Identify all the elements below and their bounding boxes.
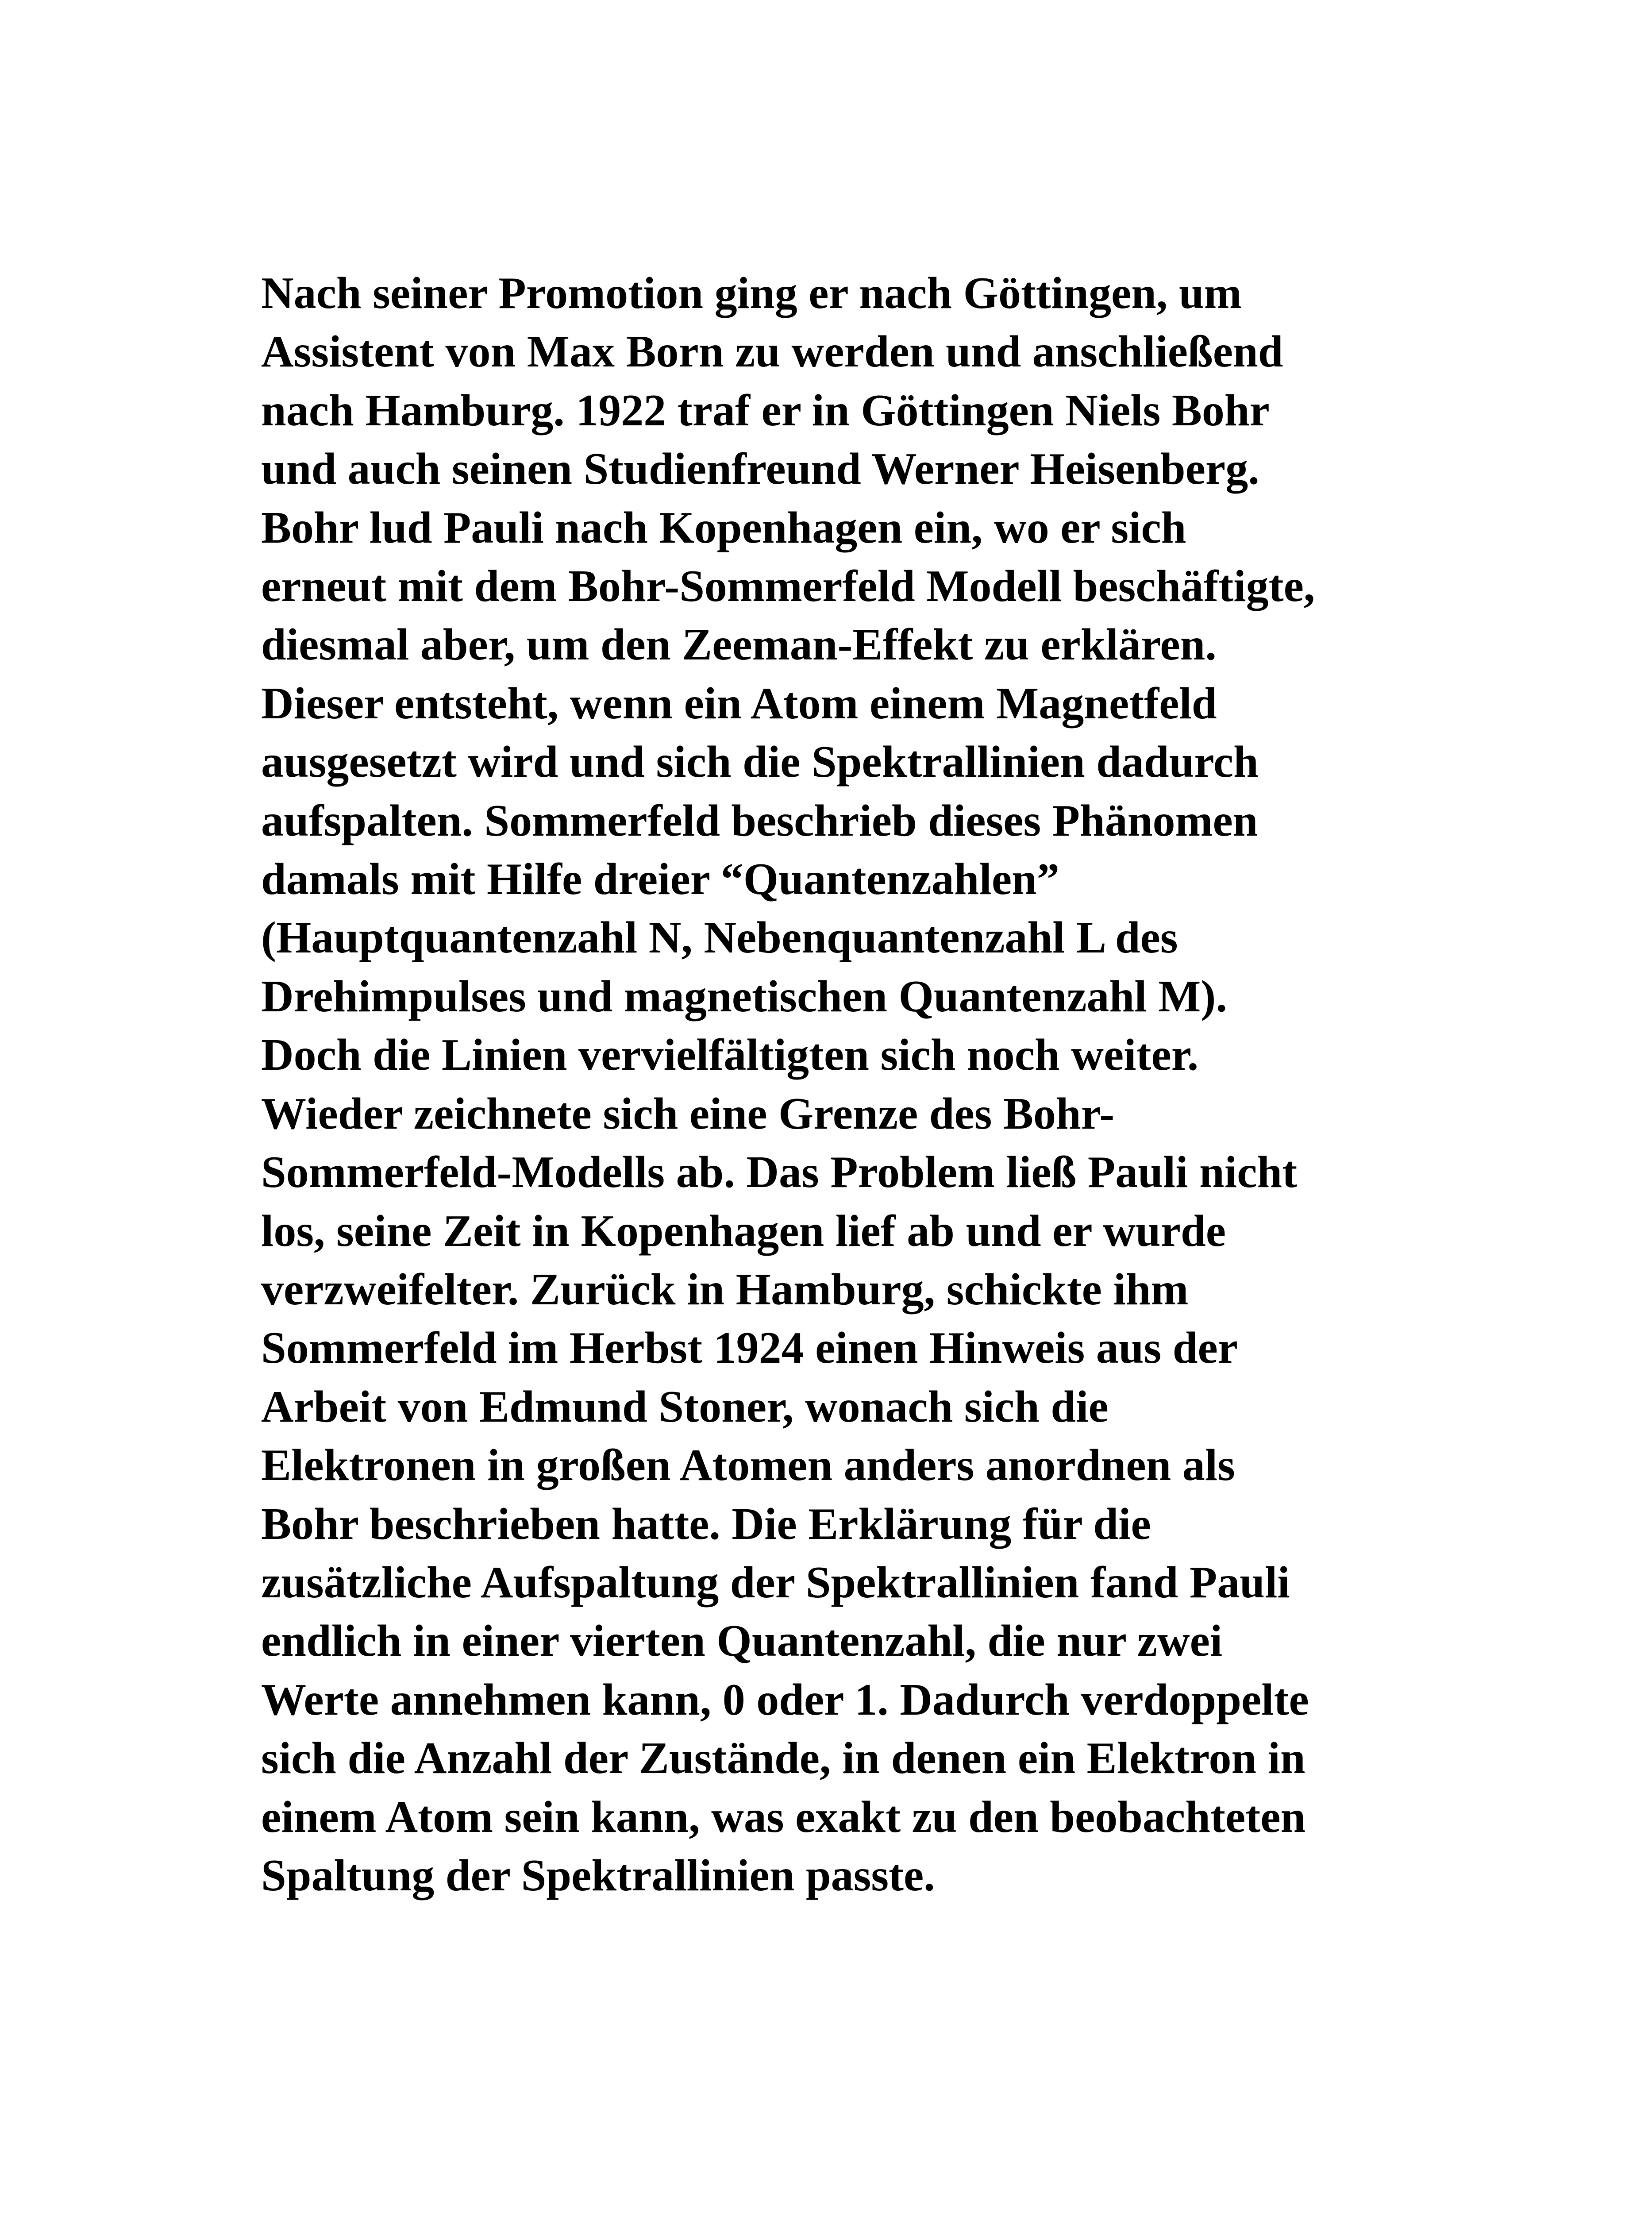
- text-line: Assistent von Max Born zu werden und anschließend: [261, 327, 1283, 377]
- text-line: Drehimpulses und magnetischen Quantenzahl M).: [261, 971, 1227, 1022]
- text-line: erneut mit dem Bohr-Sommerfeld Modell beschäftigte,: [261, 561, 1315, 612]
- text-line: damals mit Hilfe dreier “Quantenzahlen”: [261, 854, 1059, 905]
- text-line: (Hauptquantenzahl N, Nebenquantenzahl L des: [261, 913, 1178, 963]
- text-line: einem Atom sein kann, was exakt zu den beobachteten: [261, 1792, 1306, 1842]
- text-line: Wieder zeichnete sich eine Grenze des Bohr-: [261, 1088, 1115, 1139]
- text-line: ausgesetzt wird und sich die Spektrallinien dadurch: [261, 737, 1259, 787]
- text-line: verzweifelter. Zurück in Hamburg, schickte ihm: [261, 1264, 1189, 1315]
- text-line: und auch seinen Studienfreund Werner Heisenberg.: [261, 444, 1259, 494]
- text-line: Werte annehmen kann, 0 oder 1. Dadurch verdoppelte: [261, 1674, 1309, 1725]
- text-line: sich die Anzahl der Zustände, in denen ein Elektron in: [261, 1733, 1305, 1784]
- text-line: Doch die Linien vervielfältigten sich noch weiter.: [261, 1030, 1199, 1080]
- text-line: diesmal aber, um den Zeeman-Effekt zu erklären.: [261, 620, 1217, 670]
- text-line: Arbeit von Edmund Stoner, wonach sich die: [261, 1381, 1109, 1432]
- text-line: Sommerfeld im Herbst 1924 einen Hinweis aus der: [261, 1323, 1238, 1373]
- body-paragraph: [261, 264, 1611, 1905]
- text-line: nach Hamburg. 1922 traf er in Göttingen Niels Bohr: [261, 385, 1270, 436]
- text-line: Elektronen in großen Atomen anders anordnen als: [261, 1440, 1235, 1491]
- text-line: endlich in einer vierten Quantenzahl, die nur zwei: [261, 1616, 1223, 1666]
- text-line: aufspalten. Sommerfeld beschrieb dieses Phänomen: [261, 795, 1258, 846]
- text-line: Spaltung der Spektrallinien passte.: [261, 1850, 935, 1901]
- text-line: los, seine Zeit in Kopenhagen lief ab und er wurde: [261, 1206, 1226, 1256]
- text-line: Sommerfeld-Modells ab. Das Problem ließ Pauli nicht: [261, 1147, 1298, 1198]
- text-line: Bohr lud Pauli nach Kopenhagen ein, wo er sich: [261, 502, 1186, 553]
- text-line: Nach seiner Promotion ging er nach Göttingen, um: [261, 268, 1242, 318]
- text-line: zusätzliche Aufspaltung der Spektrallinien fand Pauli: [261, 1557, 1290, 1608]
- text-line: Bohr beschrieben hatte. Die Erklärung für die: [261, 1499, 1151, 1549]
- text-line: Dieser entsteht, wenn ein Atom einem Magnetfeld: [261, 678, 1217, 729]
